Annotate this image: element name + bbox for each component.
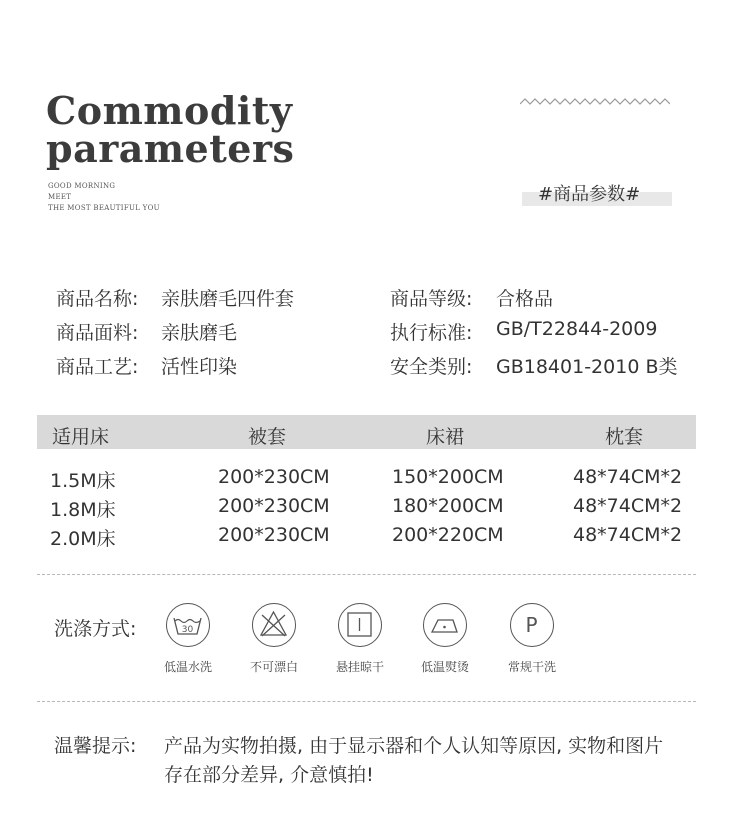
section-badge: #商品参数# (538, 184, 641, 205)
param-fabric-label: 商品面料: (56, 322, 139, 344)
table-header-bedskirt: 床裙 (426, 426, 465, 448)
svg-text:30: 30 (181, 625, 194, 635)
param-standard-value: GB/T22844-2009 (496, 318, 658, 340)
wave-decoration-icon (520, 96, 670, 108)
title-line-1: Commodity (46, 88, 293, 133)
param-grade-value: 合格品 (496, 288, 554, 310)
wash-30-caption: 低温水洗 (163, 660, 212, 674)
table-cell: 150*200CM (392, 466, 504, 488)
param-safety-value: GB18401-2010 B类 (496, 356, 678, 378)
tip-line-1: 产品为实物拍摄, 由于显示器和个人认知等原因, 实物和图片 (164, 735, 664, 757)
svg-text:P: P (525, 613, 538, 637)
tip-line-2: 存在部分差异, 介意慎拍! (164, 764, 374, 786)
param-safety-label: 安全类别: (390, 356, 473, 378)
hang-dry-caption: 悬挂晾干 (335, 660, 384, 674)
dry-clean-icon (510, 603, 554, 647)
divider (37, 574, 696, 575)
table-cell: 200*220CM (392, 524, 504, 546)
param-craft-value: 活性印染 (161, 356, 238, 378)
table-cell: 48*74CM*2 (573, 495, 683, 517)
dry-clean-caption: 常规干洗 (507, 660, 556, 674)
table-header-duvet: 被套 (248, 426, 287, 448)
tip-label: 温馨提示: (54, 735, 137, 757)
table-header-bed: 适用床 (52, 426, 110, 448)
param-name-label: 商品名称: (56, 288, 139, 310)
divider (37, 701, 696, 702)
size-table-header (37, 415, 696, 449)
table-cell: 1.5M床 (50, 470, 116, 492)
table-cell: 48*74CM*2 (573, 524, 683, 546)
param-fabric-value: 亲肤磨毛 (161, 322, 238, 344)
table-cell: 200*230CM (218, 466, 330, 488)
param-name-value: 亲肤磨毛四件套 (161, 288, 295, 310)
subtitle-line-1: GOOD MORNING (48, 182, 116, 190)
no-bleach-caption: 不可漂白 (249, 660, 298, 674)
washing-label: 洗涤方式: (54, 618, 137, 640)
table-header-pillowcase: 枕套 (605, 426, 644, 448)
table-cell: 48*74CM*2 (573, 466, 683, 488)
param-standard-label: 执行标准: (390, 322, 473, 344)
table-cell: 200*230CM (218, 524, 330, 546)
table-cell: 2.0M床 (50, 528, 116, 550)
param-craft-label: 商品工艺: (56, 356, 139, 378)
hang-dry-icon (338, 603, 382, 647)
no-bleach-icon (252, 603, 296, 647)
param-grade-label: 商品等级: (390, 288, 473, 310)
title-line-2: parameters (46, 126, 295, 171)
low-iron-icon (423, 603, 467, 647)
low-iron-caption: 低温熨烫 (420, 660, 469, 674)
subtitle-line-2: MEET (48, 193, 72, 201)
wash-30-icon (166, 603, 210, 647)
table-cell: 200*230CM (218, 495, 330, 517)
table-cell: 180*200CM (392, 495, 504, 517)
subtitle-line-3: THE MOST BEAUTIFUL YOU (48, 204, 160, 212)
table-cell: 1.8M床 (50, 499, 116, 521)
